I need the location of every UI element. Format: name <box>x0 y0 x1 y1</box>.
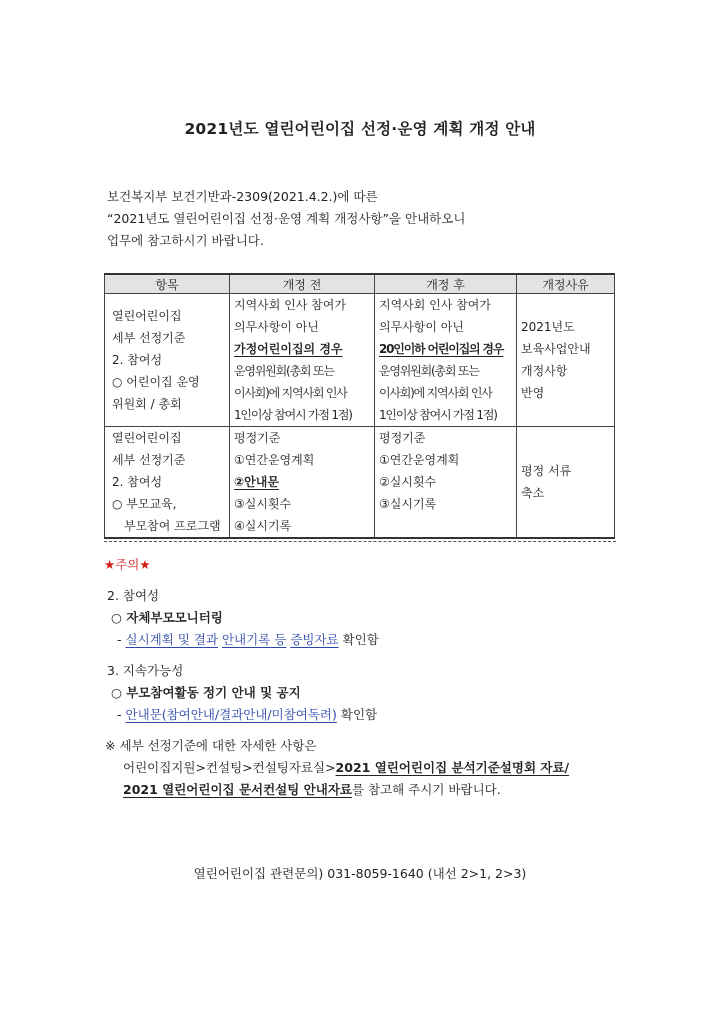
section-sustainability-detail <box>117 705 377 723</box>
reference-material-2: 2021 열린어린이집 문서컨설팅 안내자료 <box>123 782 352 797</box>
row1-after-cell <box>375 294 517 427</box>
cell-line: 지역사회 인사 참여가 <box>379 298 491 312</box>
cell-line: ④실시기록 <box>234 519 292 533</box>
link-notice-record[interactable]: 안내기록 등 <box>221 632 287 647</box>
reference-path <box>123 758 569 776</box>
cell-line: 보육사업안내 <box>521 342 591 356</box>
row1-before-cell <box>230 294 375 427</box>
header-after: 개정 후 <box>375 274 517 294</box>
header-reason: 개정사유 <box>517 274 615 294</box>
row2-after-cell <box>375 427 517 539</box>
row1-item-cell <box>105 294 230 427</box>
cell-line: 2. 참여성 <box>112 353 163 367</box>
cell-line: ○ 어린이집 운영 <box>112 375 200 389</box>
cell-line: 1인이상 참여시 가점 1점) <box>379 408 497 422</box>
cell-line: 평정기준 <box>379 431 426 445</box>
header-item: 항목 <box>105 274 230 294</box>
link-notice-doc[interactable]: 안내문(참여안내/결과안내/미참여독려) <box>125 707 337 722</box>
cell-line: ○ 부모교육, <box>112 497 177 511</box>
dashed-divider <box>104 541 616 542</box>
cell-line: ②실시횟수 <box>379 475 437 489</box>
table-header-row <box>105 274 615 294</box>
cell-line: 이사회)에 지역사회 인사 <box>234 386 347 400</box>
cell-line: 2021년도 <box>521 320 575 334</box>
cell-line: 세부 선정기준 <box>112 331 186 345</box>
link-evidence[interactable]: 증빙자료 <box>290 632 339 647</box>
cell-line: 2. 참여성 <box>112 475 163 489</box>
cell-line-underlined: ②안내문 <box>234 475 279 489</box>
star-icon: ★ <box>104 557 116 572</box>
intro-line-1: 보건복지부 보건기반과-2309(2021.4.2.)에 따른 <box>107 189 378 204</box>
row1-reason-cell <box>517 294 615 427</box>
cell-line: 평정기준 <box>234 431 281 445</box>
section-sustainability: 3. 지속가능성 <box>107 663 184 678</box>
revision-table <box>104 273 615 539</box>
table-row <box>105 427 615 539</box>
caution-heading <box>104 555 151 573</box>
row2-reason-cell <box>517 427 615 539</box>
page-title: 2021년도 열린어린이집 선정·운영 계획 개정 안내 <box>184 120 536 138</box>
cell-line: 위원회 / 총회 <box>112 397 182 411</box>
section-sustainability-item: ○ 부모참여활동 정기 안내 및 공지 <box>111 685 301 700</box>
section-participation: 2. 참여성 <box>107 588 160 603</box>
cell-line: 개정사항 <box>521 364 568 378</box>
cell-line: ①연간운영계획 <box>379 453 460 467</box>
link-plan-result[interactable]: 실시계획 및 결과 <box>125 632 218 647</box>
cell-line: 평정 서류 <box>521 464 572 478</box>
reference-tail: 를 참고해 주시기 바랍니다. <box>351 782 501 797</box>
cell-line: 세부 선정기준 <box>112 453 186 467</box>
cell-line: ③실시횟수 <box>234 497 292 511</box>
detail-tail: 확인함 <box>342 632 379 647</box>
dash-mark: - <box>117 707 122 722</box>
cell-line: 반영 <box>521 386 545 400</box>
cell-line: ③실시기록 <box>379 497 437 511</box>
cell-line-underlined: 20인이하 어린이집의 경우 <box>379 342 504 356</box>
reference-mark-icon: ※ <box>105 738 116 753</box>
cell-line-underlined: 가정어린이집의 경우 <box>234 342 343 356</box>
intro-line-3: 업무에 참고하시기 바랍니다. <box>107 233 264 248</box>
reference-path-2 <box>123 780 501 798</box>
cell-line: 의무사항이 아닌 <box>234 320 319 334</box>
intro-paragraph <box>107 186 465 252</box>
section-participation-detail <box>117 630 379 648</box>
star-icon: ★ <box>139 557 151 572</box>
reference-path-text: 어린이집지원>컨설팅>컨설팅자료실> <box>123 760 336 775</box>
cell-line: 열린어린이집 <box>112 431 182 445</box>
cell-line: 지역사회 인사 참여가 <box>234 298 346 312</box>
caution-label: 주의 <box>115 557 140 572</box>
header-before: 개정 전 <box>230 274 375 294</box>
row2-before-cell <box>230 427 375 539</box>
cell-line: 열린어린이집 <box>112 309 182 323</box>
cell-line: 이사회)에 지역사회 인사 <box>379 386 492 400</box>
reference-material-1: 2021 열린어린이집 분석기준설명회 자료/ <box>335 760 570 775</box>
row2-item-cell <box>105 427 230 539</box>
dash-mark: - <box>117 632 122 647</box>
cell-line: 운영위원회(총회 또는 <box>379 364 479 378</box>
cell-line: 운영위원회(총회 또는 <box>234 364 334 378</box>
cell-line: 의무사항이 아닌 <box>379 320 464 334</box>
detail-tail: 확인함 <box>340 707 378 722</box>
cell-line: 1인이상 참여시 가점 1점) <box>234 408 352 422</box>
cell-line: ①연간운영계획 <box>234 453 315 467</box>
table-row <box>105 294 615 427</box>
intro-line-2: “2021년도 열린어린이집 선정·운영 계획 개정사항”을 안내하오니 <box>107 211 466 226</box>
reference-note <box>105 736 317 754</box>
cell-line: 축소 <box>521 486 545 500</box>
reference-line: 세부 선정기준에 대한 자세한 사항은 <box>119 738 317 753</box>
section-participation-item: ○ 자체부모모니터링 <box>111 610 223 625</box>
contact-footer: 열린어린이집 관련문의) 031-8059-1640 (내선 2>1, 2>3) <box>193 866 527 881</box>
cell-line: 부모참여 프로그램 <box>124 519 221 533</box>
